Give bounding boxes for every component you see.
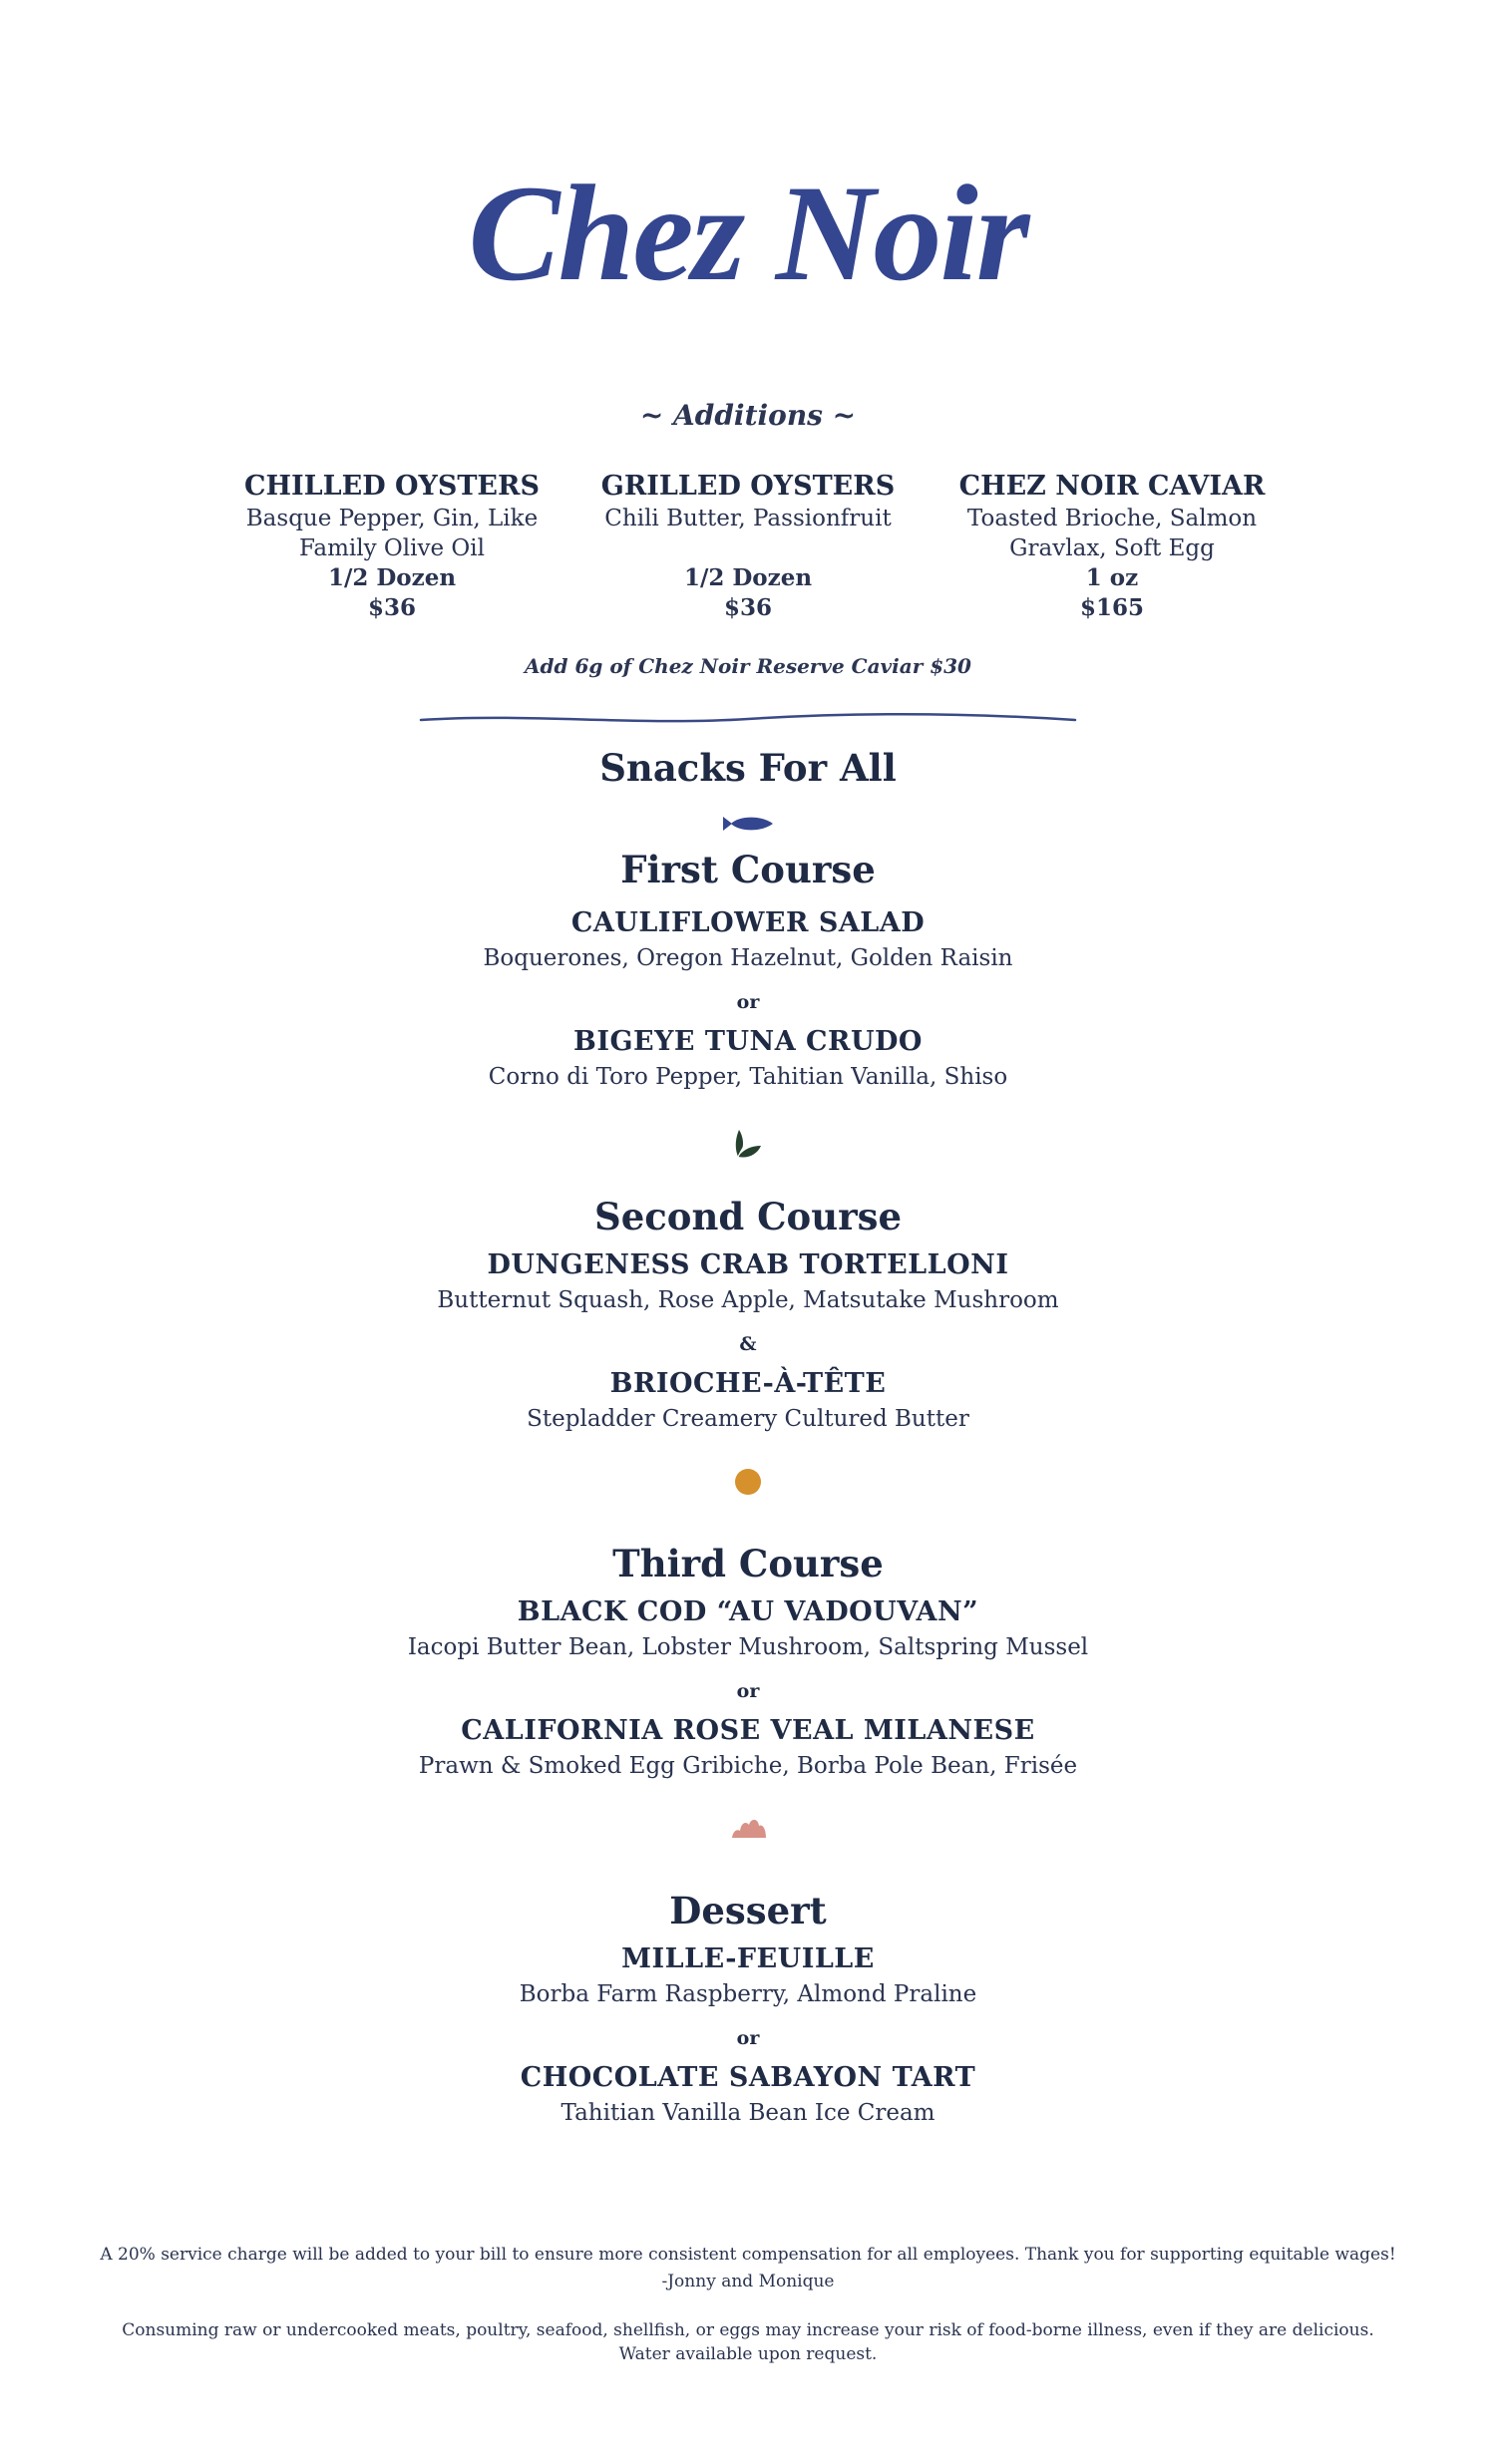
- course-connector: or: [736, 991, 760, 1013]
- addition-desc: Chili Butter, Passionfruit: [604, 506, 892, 531]
- addition-desc: Basque Pepper, Gin, Like: [245, 506, 539, 531]
- addition-qty: 1 oz: [1085, 564, 1139, 591]
- dish-description: Iacopi Butter Bean, Lobster Mushroom, Saltspring Mussel: [407, 1634, 1089, 1660]
- addition-desc: Gravlax, Soft Egg: [1009, 535, 1215, 561]
- service-charge-note: A 20% service charge will be added to your bill to ensure more consistent compensation for all employees. Thank you for supporting equitable wages!: [100, 2245, 1396, 2265]
- snacks-title: Snacks For All: [599, 746, 897, 790]
- addition-desc: Family Olive Oil: [299, 535, 485, 561]
- addition-qty: 1/2 Dozen: [327, 564, 457, 591]
- addition-name: CHILLED OYSTERS: [244, 471, 540, 502]
- dish-description: Tahitian Vanilla Bean Ice Cream: [561, 2100, 935, 2126]
- addition-desc: Toasted Brioche, Salmon: [966, 506, 1258, 531]
- dish-description: Butternut Squash, Rose Apple, Matsutake Mushroom: [437, 1287, 1059, 1313]
- addition-price: $165: [1079, 594, 1144, 621]
- course-connector: &: [739, 1333, 757, 1355]
- dish-name: BIGEYE TUNA CRUDO: [573, 1026, 923, 1057]
- water-note: Water available upon request.: [618, 2344, 878, 2364]
- leaf-icon: [730, 1127, 766, 1161]
- addition-name: GRILLED OYSTERS: [600, 471, 896, 502]
- additions-title: ~ Additions ~: [639, 399, 857, 432]
- dish-name: CHOCOLATE SABAYON TART: [520, 2062, 976, 2093]
- restaurant-logo: Chez Noir: [468, 157, 1028, 309]
- course-title: Second Course: [593, 1195, 902, 1238]
- dish-description: Borba Farm Raspberry, Almond Praline: [519, 1981, 977, 2007]
- addition-price: $36: [723, 594, 772, 621]
- dish-description: Boquerones, Oregon Hazelnut, Golden Raisin: [483, 945, 1013, 971]
- fish-icon: [721, 814, 775, 834]
- dish-name: MILLE-FEUILLE: [621, 1943, 875, 1974]
- caviar-add-on-note: Add 6g of Chez Noir Reserve Caviar $30: [525, 654, 971, 678]
- course-title: Third Course: [612, 1542, 884, 1585]
- dish-description: Stepladder Creamery Cultured Butter: [527, 1406, 969, 1432]
- course-title: First Course: [620, 848, 876, 891]
- dish-name: CALIFORNIA ROSE VEAL MILANESE: [461, 1715, 1035, 1746]
- dish-description: Prawn & Smoked Egg Gribiche, Borba Pole Bean, Frisée: [418, 1753, 1078, 1779]
- addition-desc: [568, 533, 928, 563]
- addition-item: [212, 470, 571, 623]
- dish-name: BLACK COD “AU VADOUVAN”: [517, 1596, 979, 1627]
- orange-dot-icon: [733, 1467, 763, 1497]
- addition-name: CHEZ NOIR CAVIAR: [958, 471, 1266, 502]
- coral-icon: [731, 1817, 767, 1839]
- course-connector: or: [736, 2027, 760, 2049]
- addition-item: [933, 470, 1292, 623]
- dish-name: CAULIFLOWER SALAD: [570, 907, 926, 938]
- wave-divider: [419, 708, 1077, 732]
- addition-qty: 1/2 Dozen: [683, 564, 813, 591]
- addition-item: [568, 470, 928, 623]
- dish-description: Corno di Toro Pepper, Tahitian Vanilla, Shiso: [488, 1064, 1008, 1090]
- course-title: Dessert: [669, 1889, 827, 1933]
- signature: -Jonny and Monique: [661, 2272, 835, 2291]
- food-safety-warning: Consuming raw or undercooked meats, poultry, seafood, shellfish, or eggs may increase your risk of food-borne illness, even if they are delicious.: [122, 2320, 1374, 2340]
- addition-price: $36: [367, 594, 416, 621]
- dish-name: DUNGENESS CRAB TORTELLONI: [487, 1249, 1009, 1280]
- dish-name: BRIOCHE-À-TÊTE: [609, 1368, 887, 1399]
- course-connector: or: [736, 1680, 760, 1702]
